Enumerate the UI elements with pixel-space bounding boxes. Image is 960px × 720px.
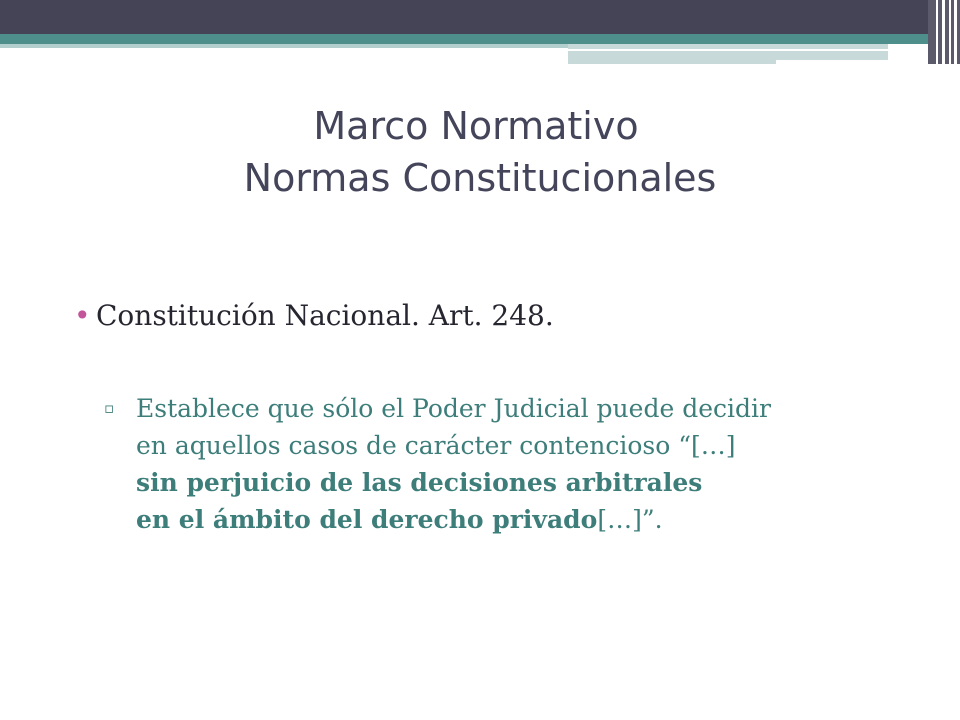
sub-bullet-line-3: sin perjuicio de las decisiones arbitrales: [136, 468, 703, 497]
header-bar-light: [0, 44, 568, 48]
sub-bullet-line-4-bold: en el ámbito del derecho privado: [136, 505, 598, 534]
bullet-marker-icon: •: [74, 299, 91, 332]
header-divider-line: [568, 49, 888, 51]
slide-title: [0, 100, 960, 204]
title-line-1: Marco Normativo: [313, 104, 639, 148]
sub-bullet-marker-icon: ▫: [104, 399, 115, 417]
header-corner-stripes: [928, 0, 960, 64]
header-bar-teal: [0, 34, 932, 44]
sub-bullet-line-2: en aquellos casos de carácter contencioso “[…]: [136, 431, 736, 460]
title-line-2: Normas Constitucionales: [243, 156, 717, 200]
sub-bullet-line-4: [136, 501, 934, 538]
bullet-item: [74, 296, 554, 336]
sub-bullet-item: [104, 390, 934, 538]
header-notch: [776, 60, 896, 66]
sub-bullet-line-1: Establece que sólo el Poder Judicial puede decidir: [136, 394, 771, 423]
header-bar-dark: [0, 0, 960, 34]
bullet-text: Constitución Nacional. Art. 248.: [96, 299, 554, 332]
sub-bullet-line-4-tail: […]”.: [597, 505, 663, 534]
